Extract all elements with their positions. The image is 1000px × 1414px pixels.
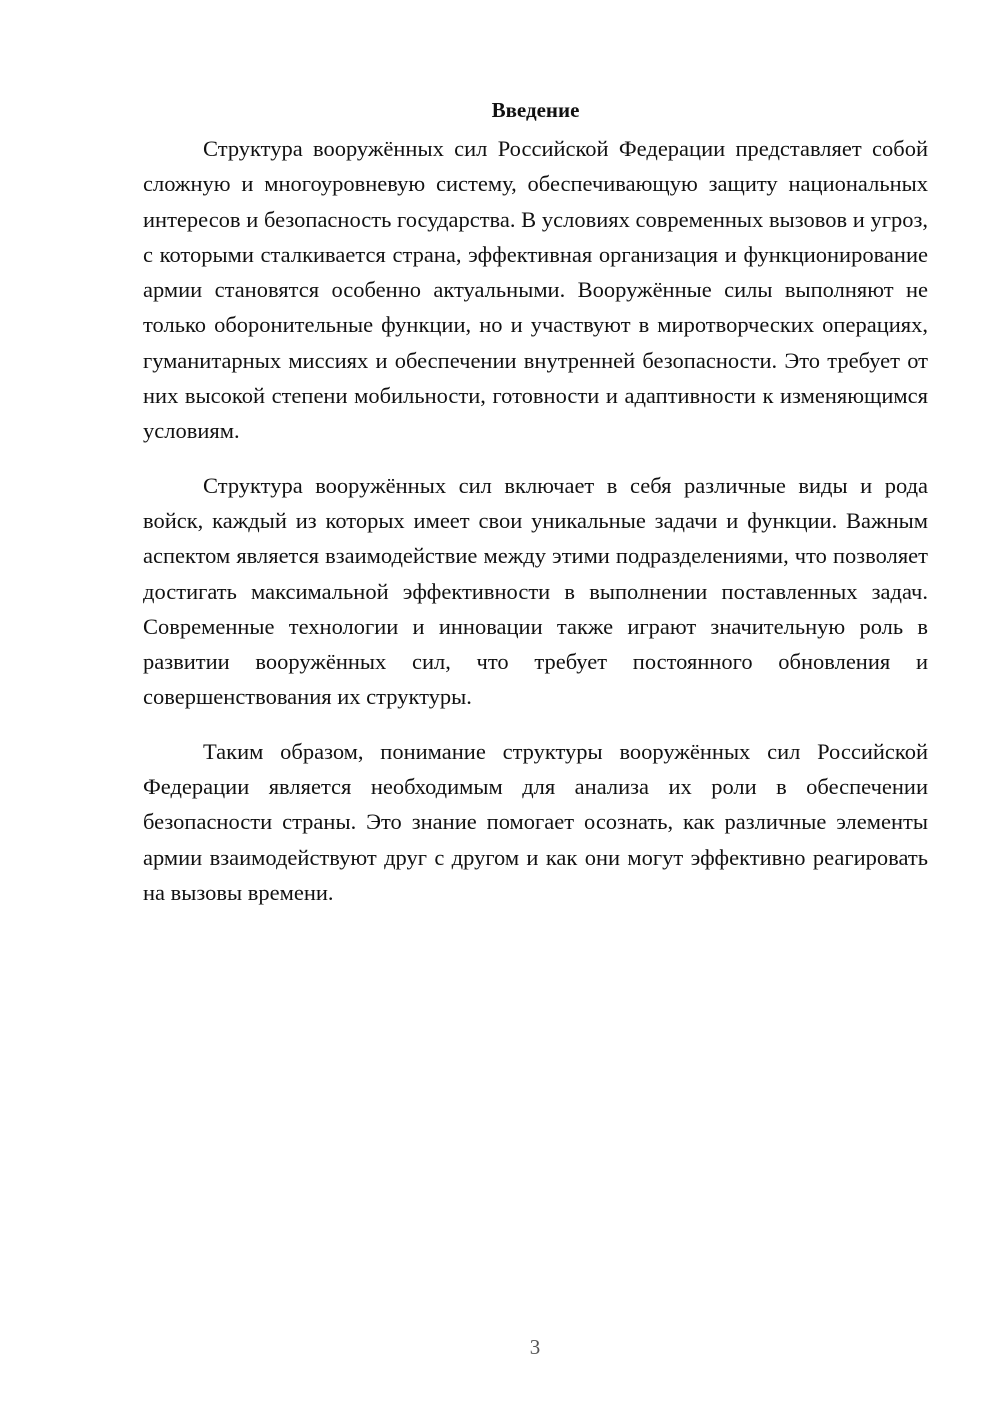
paragraph-3: Таким образом, понимание структуры вооружённых сил Российской Федерации является необходимым для анализа их роли в обеспечении безопасности страны. Это знание помогает осознать, как различные элементы армии взаимодействуют друг с другом и как они могут эффективно реагировать на вызовы времени. — [143, 738, 928, 905]
paragraph-1: Структура вооружённых сил Российской Федерации представляет собой сложную и многоуровневую систему, обеспечивающую защиту национальных интересов и безопасность государства. В условиях современных вызовов и угроз, с которыми сталкивается страна, эффективная организация и функционирование армии становятся особенно актуальными. Вооружённые силы выполняют не только оборонительные функции, но и участвуют в миротворческих операциях, гуманитарных миссиях и обеспечении внутренней безопасности. Это требует от них высокой степени мобильности, готовности и адаптивности к изменяющимся условиям. — [143, 136, 928, 444]
paragraph-2: Структура вооружённых сил включает в себя различные виды и рода войск, каждый из которых имеет свои уникальные задачи и функции. Важным аспектом является взаимодействие между этими подразделениями, что позволяет достигать максимальной эффективности в выполнении поставленных задач. Современные технологии и инновации также играют значительную роль в развитии вооружённых сил, что требует постоянного обновления и совершенствования их структуры. — [143, 472, 928, 710]
page-title: Введение — [491, 98, 580, 122]
page-content — [143, 92, 928, 929]
page-number: 3 — [529, 1335, 541, 1359]
